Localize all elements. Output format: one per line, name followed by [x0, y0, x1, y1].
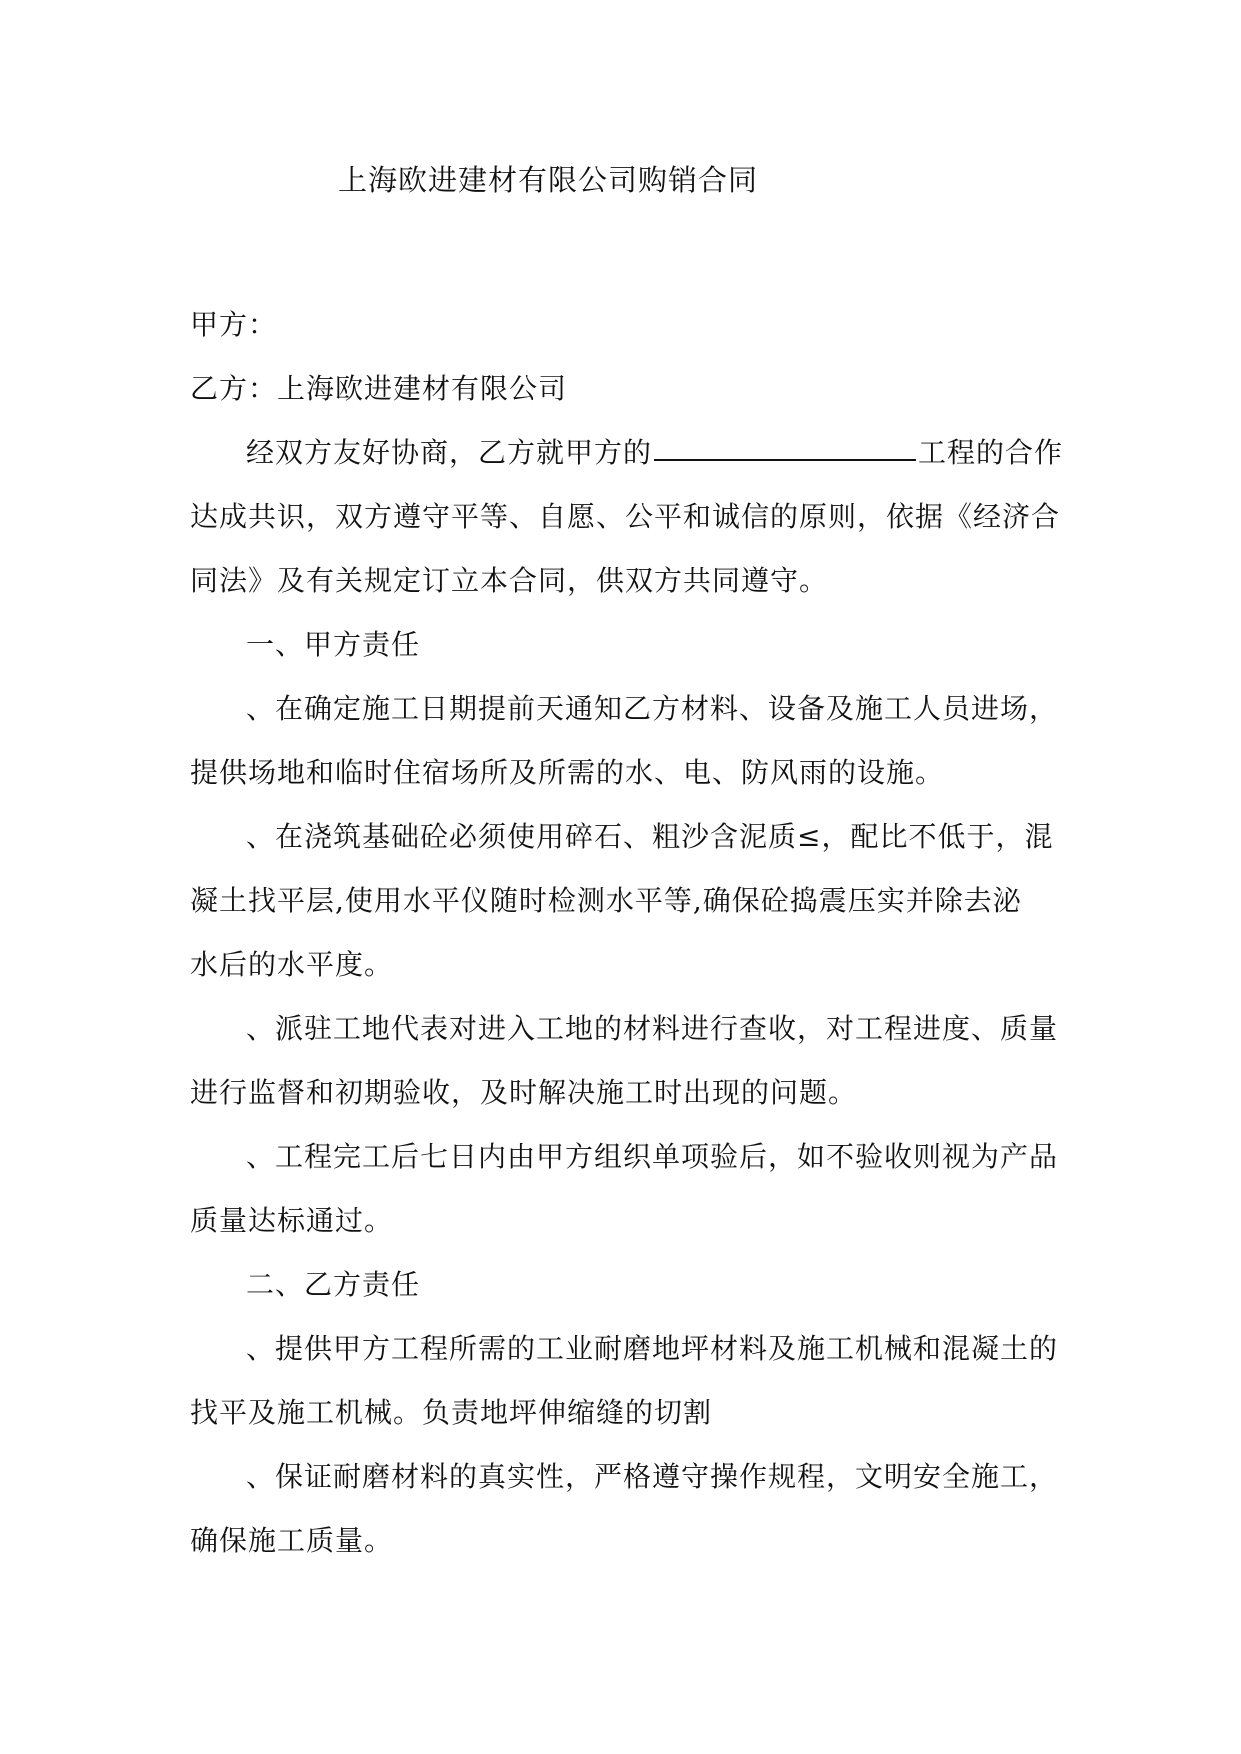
party-b-line: 乙方：上海欧进建材有限公司 — [190, 372, 568, 405]
contract-title: 上海欧进建材有限公司购销合同 — [338, 163, 759, 197]
intro-text-before-blank: 经双方友好协商，乙方就甲方的 — [246, 436, 653, 469]
clause-b1-line-2: 找平及施工机械。负责地坪伸缩缝的切割 — [190, 1396, 713, 1429]
clause-a4-line-2: 质量达标通过。 — [190, 1204, 394, 1237]
clause-b1-line-1: 、提供甲方工程所需的工业耐磨地坪材料及施工机械和混凝土的 — [246, 1332, 1059, 1365]
contract-body — [190, 293, 1064, 1573]
clause-a1-line-2: 提供场地和临时住宿场所及所需的水、电、防风雨的设施。 — [190, 756, 945, 789]
section-heading-party-b: 二、乙方责任 — [246, 1268, 421, 1301]
intro-line-2: 达成共识，双方遵守平等、自愿、公平和诚信的原则，依据《经济合 — [190, 500, 1061, 533]
clause-a4-line-1: 、工程完工后七日内由甲方组织单项验后，如不验收则视为产品 — [246, 1140, 1059, 1173]
clause-a3-line-2: 进行监督和初期验收，及时解决施工时出现的问题。 — [190, 1076, 858, 1109]
section-heading-party-a: 一、甲方责任 — [246, 628, 421, 661]
clause-a2-line-3: 水后的水平度。 — [190, 948, 394, 981]
party-a-line: 甲方： — [190, 308, 278, 341]
intro-line-3: 同法》及有关规定订立本合同，供双方共同遵守。 — [190, 564, 829, 597]
intro-text-after-blank: 工程的合作 — [918, 436, 1064, 469]
intro-line-1 — [190, 421, 1064, 485]
clause-b2-line-1: 、保证耐磨材料的真实性，严格遵守操作规程，文明安全施工， — [246, 1460, 1059, 1493]
clause-a2-line-2: 凝土找平层,使用水平仪随时检测水平等,确保砼捣震压实并除去泌 — [190, 884, 1022, 917]
clause-b2-line-2: 确保施工质量。 — [190, 1524, 394, 1557]
clause-a2-line-1: 、在浇筑基础砼必须使用碎石、粗沙含泥质≤，配比不低于，混 — [246, 820, 1054, 853]
clause-a1-line-1: 、在确定施工日期提前天通知乙方材料、设备及施工人员进场， — [246, 692, 1059, 725]
clause-a3-line-1: 、派驻工地代表对进入工地的材料进行查收，对工程进度、质量 — [246, 1012, 1059, 1045]
project-name-blank — [654, 421, 916, 461]
